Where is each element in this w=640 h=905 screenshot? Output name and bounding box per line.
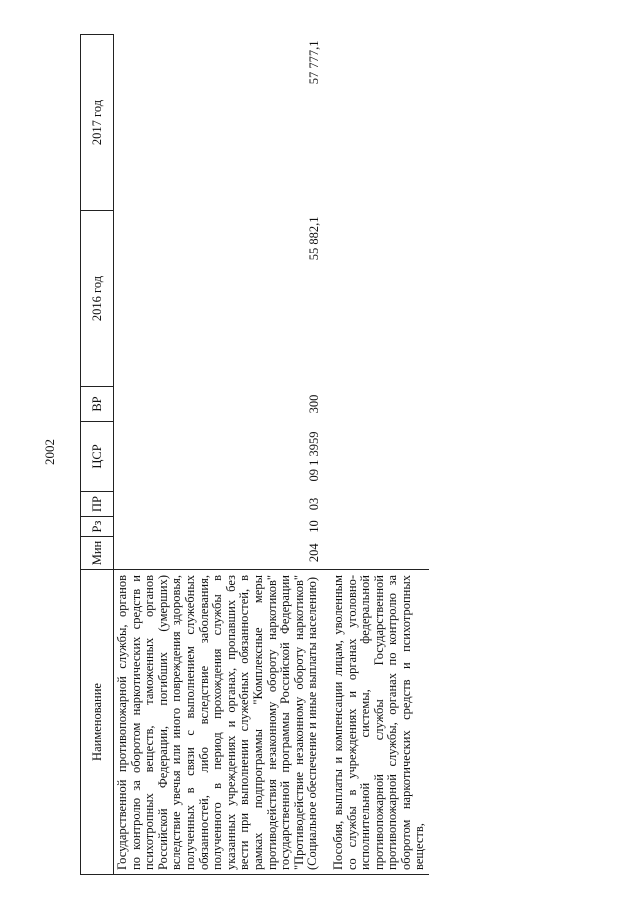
row-rz: 10 (306, 520, 321, 533)
row-vr: 300 (306, 394, 321, 414)
row-2016: 55 882,1 (306, 216, 321, 261)
budget-table (80, 34, 429, 875)
col-2016-header: 2016 год (81, 211, 114, 387)
row-pr: 03 (306, 497, 321, 511)
col-pr-header: ПР (81, 492, 114, 517)
col-2017-header: 2017 год (81, 35, 114, 211)
row-csr: 09 1 3959 (306, 431, 321, 482)
row-csr (330, 422, 429, 492)
col-csr-header: ЦСР (81, 422, 114, 492)
row-gap (322, 35, 330, 875)
gap-cell (322, 570, 330, 875)
rotated-table-page (80, 35, 605, 875)
col-min-header: Мин (81, 537, 114, 570)
row-rz (330, 517, 429, 537)
row-2017: 57 777,1 (306, 40, 321, 85)
col-rz-header: Рз (81, 517, 114, 537)
row-vr (330, 387, 429, 422)
col-vr-header: ВР (81, 387, 114, 422)
table-row (330, 35, 429, 875)
row-name: Государственной противопожарной службы, органов по контролю за оборотом наркотических средств и психотропных веществ, таможенных органов Российской Федерации, погибших (умерших) вследствие увечья или иного повреждения здоровья, полученных в связи с выполнением служебных обязанностей, либо вследствие заболевания, полученного в период прохождения службы в указанных учреждениях и органах, пропавших без вести при выполнении служебных обязанностей, в рамках подпрограммы "Комплексные меры противодействия незаконному обороту наркотиков" государственной программы Российской Федерации "Противодействие незаконному обороту наркотиков" (Социальное обеспечение и иные выплаты населению) (114, 570, 322, 875)
row-2017 (330, 35, 429, 211)
gap-cell-rest (322, 35, 330, 570)
header-row (81, 35, 114, 875)
row-name: Пособия, выплаты и компенсации лицам, уволенным со службы в учреждениях и органах уголовно-исполнительной системы, федеральной противопожарной службы Государственной противопожарной службы, органах по контролю за оборотом наркотических средств и психотропных веществ, (330, 570, 429, 875)
page-number: 2002 (42, 439, 57, 465)
row-min: 204 (306, 543, 321, 563)
col-name-header: Наименование (81, 570, 114, 875)
row-2016 (330, 211, 429, 387)
row-min (330, 537, 429, 570)
table-row (114, 35, 322, 875)
row-pr (330, 492, 429, 517)
